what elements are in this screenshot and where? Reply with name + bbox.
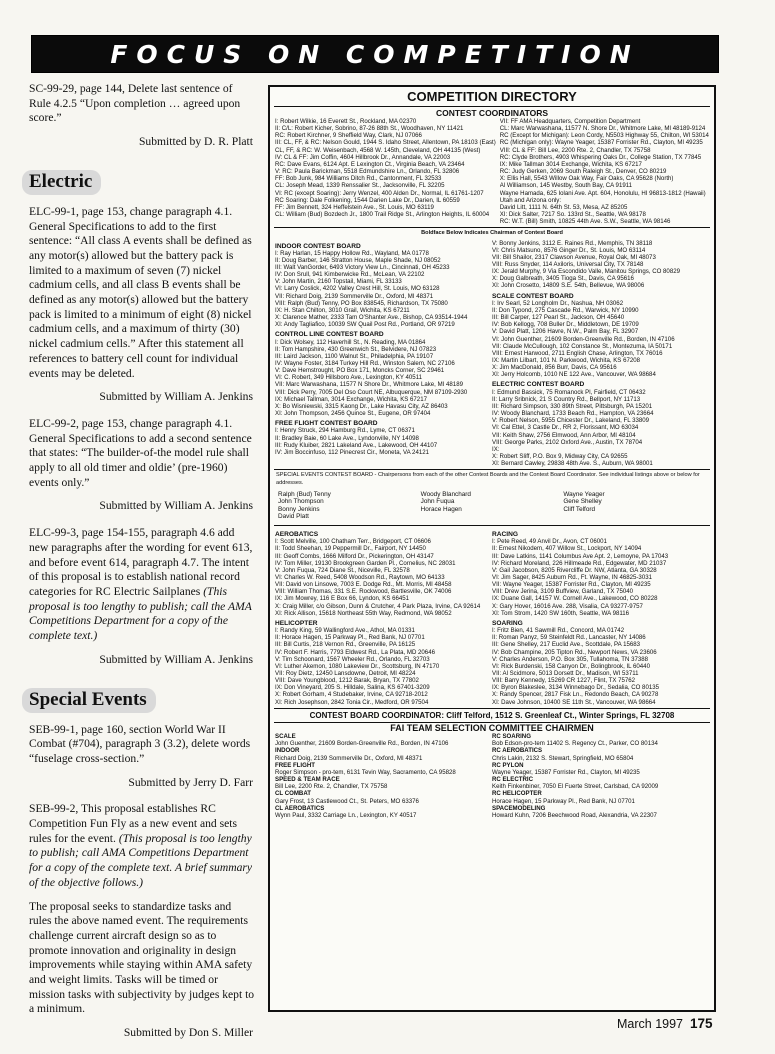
directory-entry: III: CL, FF, & RC: Nelson Gould, 1944 S. Idaho Street, Allentown, PA 18103 (East) — [275, 139, 496, 147]
directory-entry: IX: Byron Blakeslee, 3134 Winnebago Dr., Sedalia, CO 80135 — [492, 684, 660, 692]
directory-entry: RC: Judy Gerken, 2069 South Raleigh St., Denver, CO 80219 — [499, 168, 667, 176]
fai-category: CL AEROBATICS — [275, 804, 325, 812]
directory-entry: VI: Charles W. Reed, 5408 Woodson Rd., Raytown, MO 64133 — [275, 573, 445, 581]
proposal-seb-99-2-summary: The proposal seeks to standardize tasks and rules the above named event. The requirements challenge current aircraft design so as to promote innovation and originality in design improvements while staying within AMA safety and weight limits. Tasks will be timed or mission tasks with subjectivity by judges kept to a minimum. — [29, 899, 255, 1016]
directory-entry: X: Clarence Mather, 2333 Tam O'Shanter Ave., Bishop, CA 93514-1944 — [275, 314, 468, 322]
fai-category: RC SOARING — [492, 733, 531, 741]
boards-2 — [270, 528, 714, 706]
directory-entry: VI: Jim Sager, 8425 Auburn Rd., Ft. Wayne, IN 46825-3031 — [492, 573, 652, 581]
coordinators-left — [275, 118, 500, 225]
fai-category: SCALE — [275, 733, 296, 741]
free-flight-board-title: FREE FLIGHT CONTEST BOARD — [275, 420, 378, 428]
directory-entry: X: Gary Hover, 16016 Ave. 288, Visalia, CA 93277-9757 — [492, 602, 643, 610]
submitted-by: Submitted by William A. Jenkins — [99, 499, 253, 513]
proposal-elc-99-2: ELC-99-2, page 153, change paragraph 4.1. General Specifications to add a second sentence that states: “The builder-of-the model rule shall apply to all old timer and oldie’ (pre-1960) events only.” — [29, 416, 252, 489]
competition-directory — [268, 85, 716, 1012]
boldface-note: Boldface Below Indicates Chairman of Contest Board — [421, 230, 563, 237]
fai-title: FAI TEAM SELECTION COMMITTEE CHAIRMEN — [390, 722, 594, 733]
fai-category: FREE FLIGHT — [275, 761, 315, 769]
directory-entry: IX: — [492, 445, 500, 453]
directory-entry: IX: Mike Tallman 3014 Exchange, Wichita, KS 67217 — [499, 160, 642, 168]
directory-entry: IV: Jim Boccinfuso, 112 Pinecrest Cir., Moneta, VA 24121 — [275, 448, 429, 456]
scale-board-title: SCALE CONTEST BOARD — [492, 292, 574, 300]
helicopter-board — [275, 627, 488, 706]
directory-entry: III: Geoff Combs, 1666 Milford Dr., Pickerington, OH 43147 — [275, 552, 434, 560]
directory-entry: Woody Blanchard — [420, 490, 471, 498]
divider — [274, 227, 710, 228]
directory-entry: XI: Tom Strom, 1420 SW 160th, Seattle, WA 98116 — [492, 609, 630, 617]
banner-title: FOCUS ON COMPETITION — [110, 39, 640, 69]
directory-entry: VII: Marc Warwashana, 11577 N Shore Dr., Whitmore Lake, MI 48189 — [275, 381, 463, 389]
issue-date: March 1997 — [617, 1017, 684, 1031]
fai-chairman: Richard Doig, 2139 Sommerville Dr., Oxford, MI 48371 — [275, 754, 423, 762]
directory-entry: RC (Except for Michigan): Leon Cordy, N5503 Highway 55, Chilton, WI 53014 — [499, 132, 709, 140]
directory-entry: V: Bonny Jenkins, 3112 E. Raines Rd., Memphis, TN 38118 — [492, 239, 653, 247]
scale-board — [492, 300, 705, 379]
directory-entry: I: Henry Struck, 294 Hamburg Rd., Lyme, CT 06371 — [275, 427, 415, 435]
section-heading-electric: Electric — [22, 170, 101, 195]
directory-entry: I: Dick Wolsey, 112 Haverhill St., N. Reading, MA 01864 — [275, 338, 426, 346]
fai-chairman: Wynn Paul, 3332 Carriage Ln., Lexington, KY 40517 — [275, 811, 417, 819]
directory-entry: CL: Marc Warwashana, 11577 N. Shore Dr., Whitmore Lake, MI 48189-9124 — [499, 125, 706, 133]
electric-board — [492, 389, 705, 468]
fai-chairman: Gary Frost, 13 Castlewood Ct., St. Peters, MO 63376 — [275, 797, 419, 805]
directory-entry: IX: Jerald Murphy, 9 Via Escondido Valle, Manitou Springs, CO 80829 — [492, 268, 680, 276]
board-coordinator: CONTEST BOARD COORDINATOR: Cliff Telford, 1512 S. Greenleaf Ct., Winter Springs, FL 32708 — [309, 710, 675, 720]
page-number: 175 — [689, 1016, 713, 1031]
proposal-seb-99-1: SEB-99-1, page 160, section World War II Combat (#704), paragraph 3 (3.2), delete words “fuselage cross-section.” — [29, 722, 251, 765]
directory-entry: X: Bo Wisniewski, 3315 Kaong Dr., Lake Havasu City, AZ 86403 — [275, 402, 448, 410]
directory-entry: VIII: Dave Youngblood, 1212 Barak, Bryan, TX 77802 — [275, 677, 419, 685]
directory-entry: V: David Platt, 1206 Havre, N.W., Palm Bay, FL 32907 — [492, 328, 639, 336]
fai-chairman: Horace Hagen, 15 Parkway Pl., Red Bank, NJ 07701 — [492, 797, 635, 805]
directory-entry: III: Rudy Kluiber, 2821 Lakeland Ave., Lakewood, OH 44107 — [275, 441, 438, 449]
submitted-by: Submitted by William A. Jenkins — [99, 390, 253, 404]
directory-entry: X: Robert Sliff, P.O. Box 9, Midway City, CA 92655 — [492, 453, 628, 461]
directory-entry: I: Randy King, 59 Wallingford Ave., Athol, MA 01331 — [275, 627, 415, 635]
submitted-by: Submitted by William A. Jenkins — [99, 652, 253, 666]
proposal-elc-99-1: ELC-99-1, page 153, change paragraph 4.1. General Specifications to add to the first sentence: “All class A events shall be defined as any motor(s) allowed but the battery pack is limited to a maximum of seven (7) nickel cadmium cells, and all class B events shall be defined as any motor(s) allowed but the battery pack is limited to a minimum of eight (8) nickel cadmium cells, and a maximum of thirty (30) nickel cadmium cells.” After this statement all references to battery cell count for individual events may be deleted. — [29, 204, 252, 380]
fai-left — [275, 733, 492, 819]
fai-chairman: Wayne Yeager, 15387 Forrister Rd., Clayton, MI 49235 — [492, 768, 640, 776]
indoor-board — [275, 250, 488, 329]
directory-entry: IV: Don Srull, 941 Kimberwicke Rd., McLean, VA 22102 — [275, 271, 425, 279]
directory-entry: II: C/L: Robert Kicher, Sobrino, 87-26 88th St., Woodhaven, NY 11421 — [275, 125, 464, 133]
directory-entry: VIII: George Parks, 2102 Oxford Ave., Austin, TX 78704 — [492, 438, 643, 446]
fai-category: RC ELECTRIC — [492, 776, 533, 784]
directory-entry: IX: Martin Lilbart, 101 N. Parkwood, Wichita, KS 67208 — [492, 357, 641, 364]
directory-entry: RC: Robert Kirchner, 9 Sheffield Way, Clark, NJ 07066 — [275, 132, 422, 140]
directory-entry: FF: Jim Bennett, 324 Heffelstein Ave., St. Louis, MO 63119 — [275, 203, 434, 211]
directory-entry: CL, FF, & RC: W. Weisenbach, 4568 W. 145th, Cleveland, OH 44135 (West) — [275, 146, 481, 154]
fai-right — [492, 733, 709, 819]
directory-entry: IV: CL & FF: Jim Coffin, 4604 Hillbrook Dr., Annandale, VA 22003 — [275, 153, 451, 161]
directory-entry: CL: William (Bud) Bozdech Jr., 1800 Trail Ridge St., Arlington Heights, IL 60004 — [275, 211, 490, 219]
directory-entry: X: Jim MacDonald, 856 Burr, Davis, CA 95616 — [492, 364, 617, 372]
directory-entry: VIII: Drew Jerina, 3109 Buffview, Garland, TX 75040 — [492, 588, 634, 596]
directory-entry — [563, 513, 706, 521]
directory-entry: V: RC: Paula Barickman, 5518 Edmundshire Ln., Orlando, FL 32806 — [275, 168, 460, 176]
directory-entry: Utah and Arizona only: — [499, 196, 562, 204]
directory-entry: IX: H. Stan Chilton, 3010 Grail, Wichita, KS 67211 — [275, 306, 410, 314]
directory-entry: X: Robert Gorham, 4 Studebaker, Irvine, CA 92718-2012 — [275, 691, 428, 699]
directory-entry: IX: Duane Gall, 14157 W. Cornell Ave., Lakewood, CO 80228 — [492, 595, 658, 603]
coordinators — [270, 118, 714, 225]
directory-entry: RC: Clyde Brothers, 4903 Whispering Oaks Dr., College Station, TX 77845 — [499, 153, 702, 161]
directory-entry: VII: Roy Dietz, 12450 Lansdowne, Detroit, MI 48224 — [275, 670, 416, 677]
racing-board — [492, 538, 705, 617]
boards-left — [275, 240, 492, 468]
directory-entry: VI: RC (except Soaring): Jerry Wenzel, 400 Alden Dr., Normal, IL 61761-1207 — [275, 189, 484, 197]
directory-entry: Wayne Yeager — [563, 490, 605, 498]
fai-category: SPEED & TEAM RACE — [275, 776, 340, 784]
submitted-by: Submitted by D. R. Platt — [138, 135, 253, 149]
directory-entry: IX: Jim Mowrey, 116 E Box 66, Lyndon, KS 66451 — [275, 595, 410, 603]
aerobatics-title: AEROBATICS — [275, 531, 319, 539]
directory-entry: VI: Larry Coslick, 4202 Valley Crest Hill, St. Louis, MO 63128 — [275, 285, 440, 293]
boards-right — [492, 240, 709, 468]
directory-entry: III: Dave Latkins, 1141 Columbus Ave Apt. 2, Lemoyne, PA 17043 — [492, 552, 669, 560]
page-footer — [617, 1016, 713, 1031]
directory-entry: VII: Wayne Yeager, 15387 Forrister Rd., Clayton, MI 49235 — [492, 581, 651, 589]
directory-entry: X: Ellis Hall, 5543 Willow Oak Way, Fair Oaks, CA 95628 (North) — [499, 175, 674, 183]
directory-entry: V: Robert Nelson, 5955 Chicester Dr., Lakeland, FL 33809 — [492, 417, 650, 425]
directory-entry: V: Charles Anderson, P.O. Box 305, Tullahoma, TN 37388 — [492, 655, 649, 663]
fai-chairman: Bob Edson-pro-tem 11402 S. Regency Ct., Parker, CO 80134 — [492, 740, 658, 748]
divider — [274, 708, 710, 709]
directory-entry: CL: Joseph Mead, 1339 Renssalier St., Jacksonville, FL 32205 — [275, 182, 445, 190]
boards2-right — [492, 528, 709, 706]
racing-title: RACING — [492, 531, 519, 539]
directory-entry: II: Don Typond, 275 Cascade Rd., Warwick, NY 10990 — [492, 306, 639, 314]
directory-entry: I: Ray Harlan, 15 Happy Hollow Rd., Wayland, MA 01778 — [275, 249, 429, 257]
directory-entry: XI: John Crosetto, 14809 S.E. 54th, Bellevue, WA 98006 — [492, 282, 645, 290]
directory-entry: II: Larry Sribnick, 21 S Country Rd., Bellport, NY 11713 — [492, 395, 641, 403]
fai-category: SPACEMODELING — [492, 804, 546, 812]
boards-1 — [270, 240, 714, 468]
directory-entry: VIII: Ralph (Bud) Tenny, PO Box 838545, Richardson, TX 75080 — [275, 299, 448, 307]
directory-entry: III: Walt VanGorder, 6493 Victory View Ln., Cincinnati, OH 45233 — [275, 263, 450, 271]
fai-committee — [270, 733, 714, 819]
directory-entry: Bonny Jenkins — [278, 505, 320, 513]
directory-entry: II: Bradley Baie, 60 Lake Ave., Lyndonville, NY 14098 — [275, 434, 419, 442]
directory-entry: Wayne Hamada, 625 Iolani Ave. Apt. 604, Honolulu, HI 96813-1812 (Hawaii) — [499, 189, 706, 197]
fai-category: RC PYLON — [492, 761, 524, 769]
directory-entry: V: Gail Jacobson, 8205 Rivercliffe Dr. NW, Atlanta, GA 30328 — [492, 566, 657, 574]
divider — [274, 525, 710, 526]
indoor-board-title: INDOOR CONTEST BOARD — [275, 242, 361, 250]
fai-category: RC AEROBATICS — [492, 747, 543, 755]
fai-category: CL COMBAT — [275, 790, 311, 798]
fai-chairman: John Guenther, 21609 Borden-Greenville Rd., Borden, IN 47106 — [275, 740, 449, 748]
directory-entry: VI: Rick Burdenski, 158 Canyon Dr., Bolingbrook, IL 60440 — [492, 662, 650, 670]
directory-entry: XI: Jerry Holcomb, 1010 NE 122 Ave., Vancouver, WA 98684 — [492, 371, 656, 379]
directory-entry: IV: Bob Champine, 205 Tipton Rd., Newport News, VA 23606 — [492, 648, 657, 656]
directory-entry: Cliff Telford — [563, 505, 596, 513]
directory-entry: X: Craig Miller, c/o Gibson, Dunn & Crutcher, 4 Park Plaza, Irvine, CA 92614 — [275, 602, 481, 610]
directory-entry: VIII: William Thomas, 331 S.E. Rockwood, Bartlesville, OK 74006 — [275, 588, 452, 596]
directory-entry: V: John Fuqua, 724 Diane St., Niceville, FL 32578 — [275, 566, 410, 574]
directory-entry: VI: Chris Matsuno, 8576 Ginger Dr., St. Louis, MO 63114 — [492, 246, 646, 254]
special-events-members — [270, 489, 714, 523]
electric-board-title: ELECTRIC CONTEST BOARD — [492, 381, 585, 389]
directory-entry: Al Williamson, 145 Westby, South Bay, CA 91911 — [499, 182, 633, 190]
directory-entry: RC Soaring: Dale Folkening, 1544 Darien Lake Dr., Darien, IL 60559 — [275, 196, 460, 204]
directory-entry — [421, 513, 564, 521]
directory-entry: FF: Bob Junk, 984 Williams Ditch Rd., Cantonment, FL 32533 — [275, 175, 442, 183]
directory-entry: VII: Al Scidmore, 5013 Dorsett Dr., Madison, WI 53711 — [492, 670, 639, 677]
directory-entry: I: Fritz Bien, 41 Sawmill Rd., Concord, MA 01742 — [492, 627, 625, 635]
directory-entry: David Litt, 1111 N. 64th St. 53, Mesa, AZ 85205 — [499, 203, 628, 211]
control-line-board-title: CONTROL LINE CONTEST BOARD — [275, 331, 384, 339]
directory-entry: X: Randy Spencer, 2817 Fisk Ln., Redondo Beach, CA 90278 — [492, 691, 659, 699]
directory-entry: IV: Richard Moreland, 226 Hillmeade Rd., Edgewater, MD 21037 — [492, 559, 667, 567]
directory-entry: VIII: Ernest Harwood, 2711 English Chase, Arlington, TX 76016 — [492, 349, 663, 357]
directory-entry: XI: Dick Salter, 7217 So. 133rd St., Seattle, WA 98178 — [499, 211, 646, 219]
directory-entry: RC: W.T. (Bill) Smith, 10825 44th Ave. S.W., Seattle, WA 98146 — [499, 218, 671, 226]
control-line-board — [275, 339, 488, 418]
fai-chairman: Keith Finkenbiner, 7050 El Fuerte Street, Carlsbad, CA 92009 — [492, 783, 659, 791]
directory-entry: I: Robert Wilkie, 16 Everett St., Rockland, MA 02370 — [275, 118, 417, 125]
directory-entry: XI: Andy Tagliafico, 10039 SW Quail Post Rd., Portland, OR 97219 — [275, 321, 455, 329]
submitted-by: Submitted by Don S. Miller — [123, 1026, 253, 1040]
directory-entry: VII: Claude McCullough, 102 Constance St., Montezuma, IA 50171 — [492, 342, 673, 350]
directory-entry: I: Scott Melville, 100 Chatham Terr., Bridgeport, CT 06606 — [275, 538, 431, 546]
coordinators-title: CONTEST COORDINATORS — [435, 108, 549, 118]
directory-entry: VII: David von Linsowe, 7003 E. Dodge Rd., Mt. Morris, MI 48458 — [275, 581, 452, 589]
coordinators-right — [500, 118, 713, 225]
directory-entry: IV: Tom Miller, 19130 Brookgreen Garden Pl., Cornelius, NC 28031 — [275, 559, 456, 567]
directory-entry: III: Gene Shelley, 217 Euclid Ave., Scottdale, PA 15683 — [492, 641, 641, 649]
directory-title: COMPETITION DIRECTORY — [407, 89, 577, 104]
directory-entry: I: Irv Searl, 52 Longholm Dr., Nashua, NH 03062 — [492, 299, 624, 307]
directory-entry: VI: Cal Ettel, 3 Castle Dr., RR 2, Florissant, MO 63034 — [492, 424, 639, 432]
directory-entry: John Fuqua — [420, 498, 455, 506]
directory-entry: IV: Wayne Foster, 3184 Turkey Hill Rd., Winston Salem, NC 27106 — [275, 360, 455, 367]
directory-entry: VII: Bill Shailor, 2317 Clawson Avenue, Royal Oak, MI 48073 — [492, 253, 656, 261]
directory-entry: VI: Luther Akemon, 1080 Lakeview Dr., Scottsburg, IN 47170 — [275, 662, 440, 670]
directory-entry: II: Doug Barber, 146 Stratton House, Maple Shade, NJ 08052 — [275, 256, 441, 264]
directory-entry: III: Laird Jackson, 1100 Walnut St., Philadelphia, PA 19107 — [275, 352, 434, 360]
fai-chairman: Roger Simpson - pro-tem, 6131 Tevin Way, Sacramento, CA 95828 — [275, 768, 456, 776]
directory-entry: John Thompson — [278, 498, 324, 506]
directory-entry: VII: Keith Shaw, 2756 Elmwood, Ann Arbor, MI 48104 — [492, 431, 636, 439]
directory-entry: IV: Robert F. Harris, 7793 Eldwest Rd., La Plata, MD 20646 — [275, 648, 435, 656]
proposal-seb-99-2: SEB-99-2, This proposal establishes RC Competition Fun Fly as a new event and sets rules for the event. (This proposal is too lengthy to publish; call AMA Competitions Department for a copy of the complete text. A brief summary of the objective follows.) — [29, 802, 253, 889]
directory-entry: II: Roman Panyz, 59 Steinfeldt Rd., Lancaster, NY 14086 — [492, 634, 646, 642]
directory-entry: II: Ernest Nikodem, 407 Willow St., Lockport, NY 14094 — [492, 545, 642, 553]
aerobatics-board — [275, 538, 488, 617]
section-banner — [31, 35, 719, 73]
directory-entry: RC (Michigan only): Wayne Yeager, 15387 Forrister Rd., Clayton, MI 49235 — [499, 139, 703, 147]
fai-chairman: Chris Lakin, 2132 S. Stewart, Springfield, MO 65804 — [492, 754, 634, 762]
directory-entry: V: John Martin, 2160 Topstail, Miami, FL 33133 — [275, 278, 402, 286]
divider — [274, 469, 710, 470]
fai-category: INDOOR — [275, 747, 300, 755]
directory-entry: IV: Woody Blanchard, 1733 Beach Rd., Hampton, VA 23664 — [492, 410, 654, 418]
divider — [274, 106, 710, 107]
directory-entry: XI: Rich Josephson, 2842 Tonia Cir., Medford, OR 97504 — [275, 698, 429, 706]
directory-entry: VIII: Russ Snyder, 114 Axiloris, Universal City, TX 78148 — [492, 260, 644, 268]
boards2-left — [275, 528, 492, 706]
directory-entry: IX: Michael Tallman, 3014 Exchange, Wichita, KS 67217 — [275, 395, 427, 403]
directory-entry: RC: Dave Evans, 6124 Apt. E Lexington Ct., Virginia Beach, VA 23464 — [275, 160, 465, 168]
directory-entry: XI: John Thompson, 2456 Quince St., Eugene, OR 97404 — [275, 410, 431, 418]
helicopter-title: HELICOPTER — [275, 619, 318, 627]
directory-entry: Horace Hagen — [420, 505, 462, 513]
directory-entry: IV: Bob Kellogg, 708 Buller Dr., Middletown, DE 19709 — [492, 321, 639, 329]
directory-entry: III: Bill Curtis, 218 Vernon Rd., Greenville, PA 16125 — [275, 641, 416, 649]
free-flight-board — [275, 427, 488, 456]
directory-entry: VI: John Guenther, 21609 Borden-Greenville Rd., Borden, IN 47106 — [492, 335, 675, 343]
free-flight-board-cont — [492, 240, 705, 290]
directory-entry: III: Richard Simpson, 330 89th Street, Pittsburgh, PA 15201 — [492, 402, 653, 410]
directory-entry: VIII: Dick Perry, 7005 Del Oso Court NE, Albuquerque, NM 87109-2930 — [275, 388, 468, 396]
directory-entry: II: Todd Sheehan, 19 Peppermill Dr., Fairport, NY 14450 — [275, 545, 426, 553]
soaring-board — [492, 627, 705, 706]
directory-entry: David Platt — [278, 513, 309, 521]
directory-entry: III: Bill Carper, 127 Pearl St., Jackson, OH 45640 — [492, 314, 625, 322]
proposal-elc-99-3: ELC-99-3, page 154-155, paragraph 4.6 add new paragraphs after the wording for event 613, and before event 614, paragraph 4.7. The intent of this proposal is to establish national record categories for RC Electric Sailplanes (This proposal is too lengthy to publish; call the AMA Competitions Department for a copy of the complete text.) — [29, 526, 253, 643]
fai-category: RC HELICOPTER — [492, 790, 542, 798]
directory-entry: VII: FF AMA Headquarters, Competition Department — [499, 118, 641, 125]
directory-entry: VIII: Barry Kennedy, 15269 CR 1227, Flint, TX 75762 — [492, 677, 636, 685]
directory-entry: II: Tom Hampshire, 430 Greenwich St., Belvidere, NJ 07823 — [275, 345, 437, 353]
directory-entry: I: Pete Reed, 49 Anvil Dr., Avon, CT 06001 — [492, 538, 607, 546]
directory-entry: V: Dave Hemstrought, PO Box 171, Moncks Corner, SC 29461 — [275, 367, 445, 375]
special-events-note: SPECIAL EVENTS CONTEST BOARD - Chairpersons from each of the other Contest Boards and the Contest Board Coordinator. See individual listings above or below for addresses. — [276, 472, 700, 486]
soaring-title: SOARING — [492, 619, 523, 627]
directory-entry: XI: Dave Johnson, 10400 SE 11th St., Vancouver, WA 98664 — [492, 698, 656, 706]
directory-entry: X: Doug Galbreath, 3405 Tioga St., Davis, CA 95616 — [492, 275, 634, 283]
fai-chairman: Howard Kuhn, 7206 Beechwood Road, Alexandria, VA 22307 — [492, 811, 657, 819]
left-column — [29, 82, 255, 1053]
submitted-by: Submitted by Jerry D. Farr — [128, 775, 253, 789]
directory-entry: XI: Bernard Cawley, 29838 48th Ave. S., Auburn, WA 98001 — [492, 460, 653, 468]
directory-entry: Ralph (Bud) Tenny — [278, 490, 331, 498]
directory-entry: Gene Shelley — [563, 498, 602, 506]
directory-entry: XI: Rick Allison, 15618 Northeast 55th Way, Redmond, WA 98052 — [275, 609, 452, 617]
directory-entry: VII: Richard Doig, 2139 Sommerville Dr., Oxford, MI 48371 — [275, 292, 434, 300]
directory-entry: II: Horace Hagen, 15 Parkway Pl., Red Bank, NJ 07701 — [275, 634, 425, 642]
fai-chairman: Bill Lee, 2200 Rte. 2, Chandler, TX 75758 — [275, 783, 388, 791]
directory-entry: I: Edmund Bassick, 75 Romanock Pl, Fairfield, CT 06432 — [492, 388, 646, 396]
section-heading-special-events: Special Events — [22, 688, 156, 713]
proposal-sc-99-29: SC-99-29, page 144, Delete last sentence of Rule 4.2.5 “Upon completion … agreed upon score.” — [29, 82, 241, 125]
directory-entry: VI: C. Robert, 349 Hillsboro Ave., Lexington, KY 40511 — [275, 374, 423, 382]
directory-entry: V: Tim Schoonard, 1567 Wheeler Rd., Orlando, FL 32703 — [275, 655, 430, 663]
directory-entry: VIII: CL & FF: Bill Lee, 2200 Rte. 2, Chandler, TX 75758 — [499, 146, 651, 154]
directory-entry: IX: Don Vineyard, 205 S. Hilldale, Salina, KS 67401-3209 — [275, 684, 430, 692]
